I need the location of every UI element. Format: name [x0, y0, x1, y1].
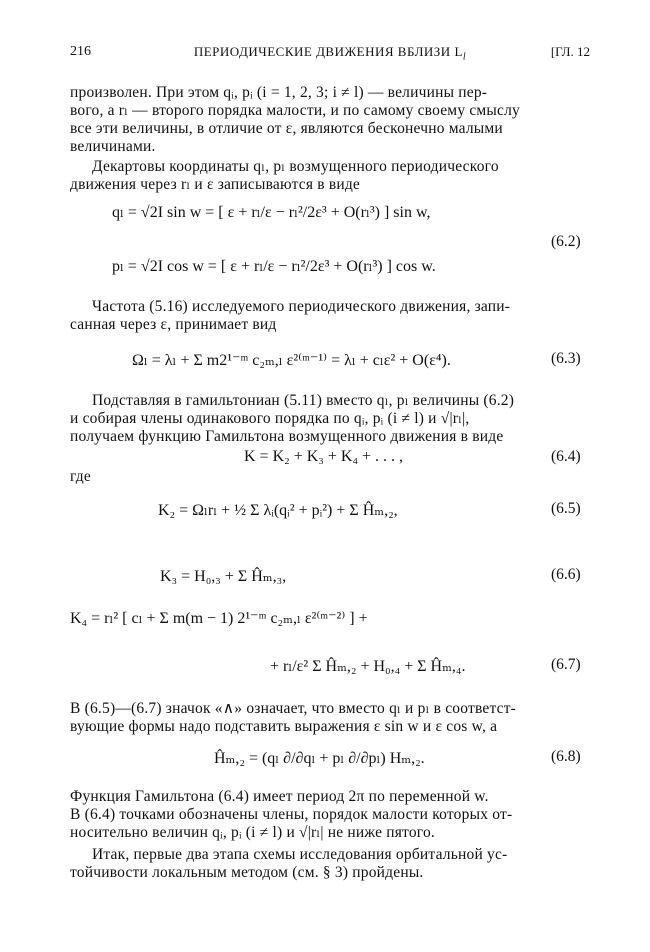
text-line: вующие формы надо подставить выражения ε sin w и ε cos w, а	[70, 718, 498, 735]
equation-number: (6.4)	[551, 448, 581, 465]
paragraph-2	[70, 158, 596, 194]
text-line: получаем функцию Гамильтона возмущенного движения в виде	[70, 428, 504, 445]
paragraph-7	[70, 846, 596, 882]
text-line: В (6.5)—(6.7) значок «∧» означает, что вместо qₗ и pₗ в соответст-	[70, 700, 517, 717]
page-number: 216	[70, 44, 91, 59]
equation-number: (6.7)	[551, 656, 581, 673]
text-line: Итак, первые два этапа схемы исследования орбитальной ус-	[92, 846, 508, 863]
text-line: вого, а rₗ — второго порядка малости, и по самому своему смыслу	[70, 102, 521, 119]
text-line: движения через rₗ и ε записываются в виде	[70, 176, 360, 193]
equation-6-7-line-1: K₄ = rₗ² [ cₗ + Σ m(m − 1) 2¹⁻ᵐ c₂ₘ,ₗ ε²⁽ᵐ⁻²⁾ ] +	[70, 610, 368, 627]
equation-number: (6.8)	[551, 748, 581, 765]
text-line: все эти величины, в отличие от ε, являются бесконечно малыми	[70, 120, 503, 137]
paragraph-5	[70, 700, 596, 736]
equation-6-2-line-2: pₗ = √2I cos w = [ ε + rₗ/ε − rₗ²/2ε³ + O(rₗ³) ] cos w.	[112, 258, 436, 275]
equation-number: (6.3)	[551, 350, 581, 367]
equation-6-4: K = K₂ + K₃ + K₄ + . . . ,	[244, 448, 404, 465]
text-line: тойчивости локальным методом (см. § 3) пройдены.	[70, 864, 424, 881]
text-line: величинами.	[70, 138, 156, 155]
equation-6-6: K₃ = H₀,₃ + Σ Ĥₘ,₃,	[160, 568, 287, 585]
chapter-label: [ГЛ. 12	[550, 44, 590, 59]
paragraph-3	[70, 298, 596, 334]
text-line: носительно величин qᵢ, pᵢ (i ≠ l) и √|rₗ| не ниже пятого.	[70, 824, 435, 841]
equation-6-3: Ωₗ = λₗ + Σ m2¹⁻ᵐ c₂ₘ,ₗ ε²⁽ᵐ⁻¹⁾ = λₗ + cₗε² + O(ε⁴).	[132, 352, 451, 369]
text-line: Функция Гамильтона (6.4) имеет период 2π по переменной w.	[70, 788, 489, 805]
running-title: ПЕРИОДИЧЕСКИЕ ДВИЖЕНИЯ ВБЛИЗИ $L_l$	[193, 44, 467, 63]
text-line: санная через ε, принимает вид	[70, 316, 277, 333]
equation-6-2-line-1: qₗ = √2I sin w = [ ε + rₗ/ε − rₗ²/2ε³ + O(rₗ³) ] sin w,	[112, 204, 431, 221]
paragraph-6	[70, 788, 596, 842]
equation-number: (6.5)	[551, 500, 581, 517]
where-label: где	[70, 468, 91, 485]
equation-number: (6.2)	[551, 233, 581, 250]
text-line: произволен. При этом qᵢ, pᵢ (i = 1, 2, 3; i ≠ l) — величины пер-	[70, 84, 488, 101]
page-header	[70, 44, 590, 64]
text-line: В (6.4) точками обозначены члены, порядок малости которых от-	[70, 806, 513, 823]
equation-number: (6.6)	[551, 566, 581, 583]
text-line: Декартовы координаты qₗ, pₗ возмущенного периодического	[92, 158, 499, 175]
text-line: Подставляя в гамильтониан (5.11) вместо qₗ, pₗ величины (6.2)	[92, 392, 515, 409]
paragraph-1	[70, 84, 596, 156]
equation-6-7-line-2: + rₗ/ε² Σ Ĥₘ,₂ + H₀,₄ + Σ Ĥₘ,₄.	[270, 658, 466, 675]
text-line: и собирая члены одинакового порядка по qᵢ, pᵢ (i ≠ l) и √|rₗ|,	[70, 410, 470, 427]
paragraph-4	[70, 392, 596, 446]
equation-6-5: K₂ = Ωₗrₗ + ½ Σ λᵢ(qᵢ² + pᵢ²) + Σ Ĥₘ,₂,	[158, 502, 398, 519]
text-line: Частота (5.16) исследуемого периодического движения, запи-	[92, 298, 511, 315]
equation-6-8: Ĥₘ,₂ = (qₗ ∂/∂qₗ + pₗ ∂/∂pₗ) Hₘ,₂.	[214, 750, 425, 767]
